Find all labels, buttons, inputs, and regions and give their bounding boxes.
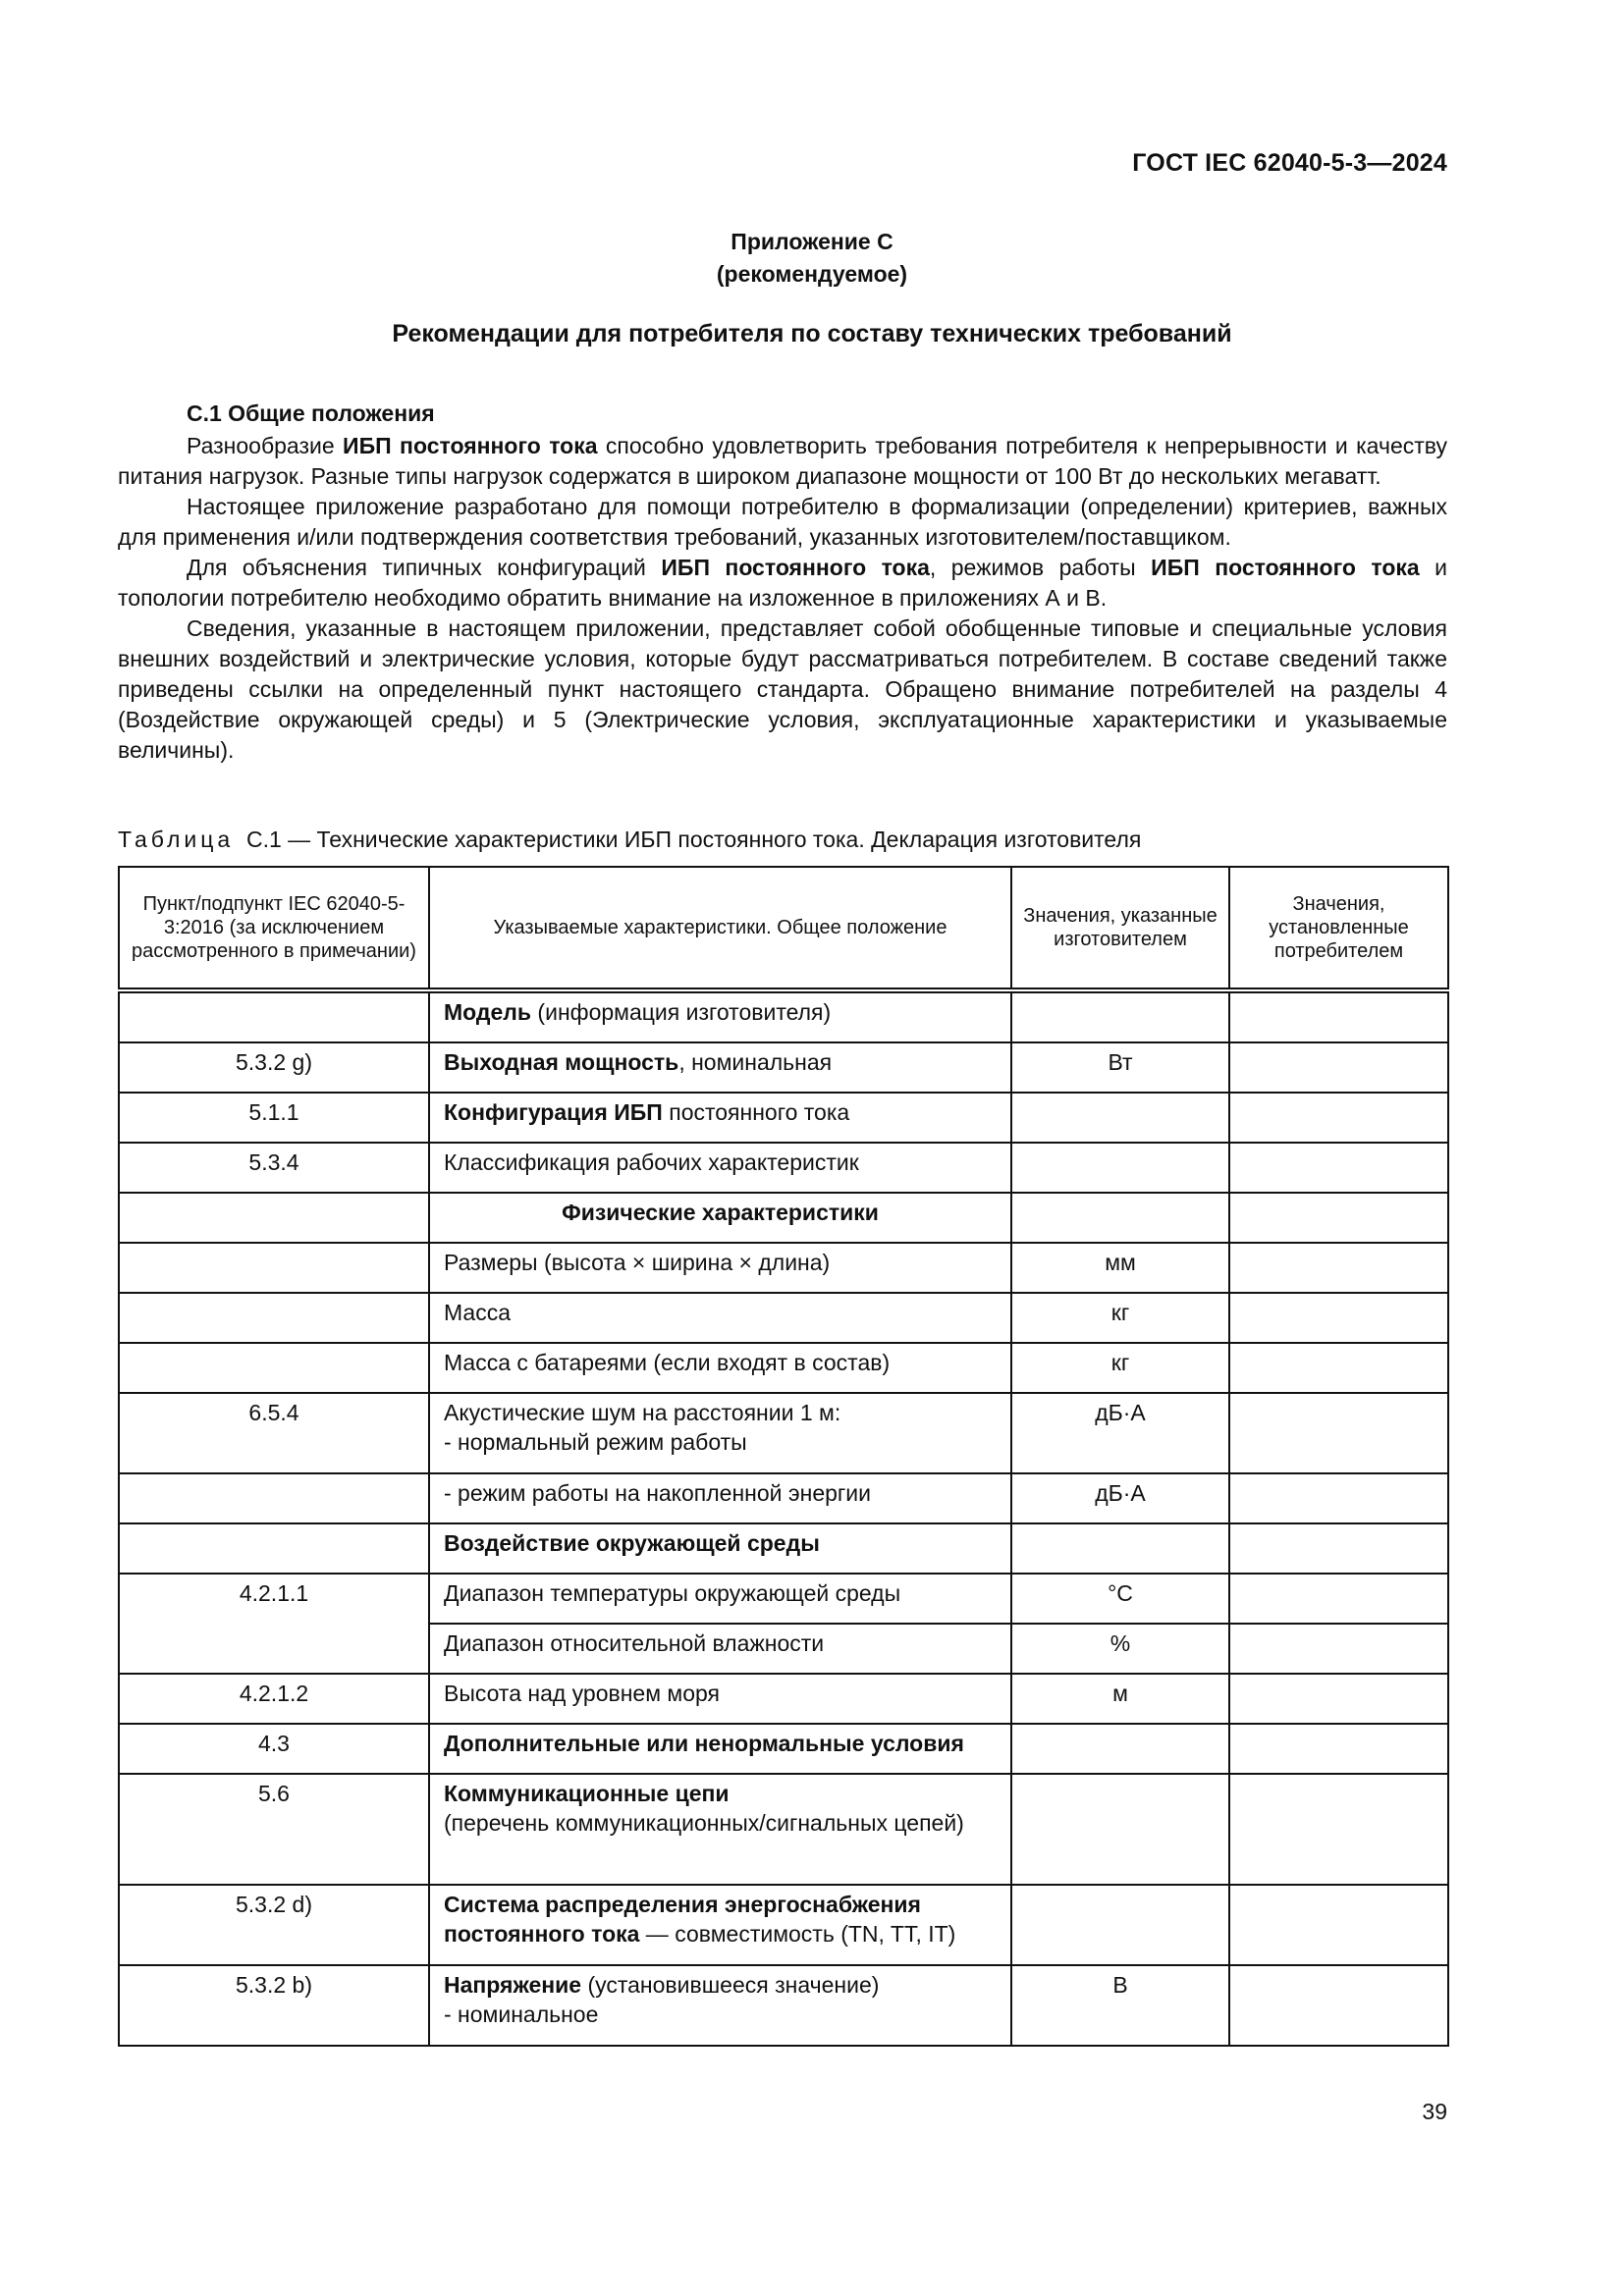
characteristic-line-1: Акустические шум на расстоянии 1 м: xyxy=(444,1400,841,1425)
appendix-title-block xyxy=(0,226,1624,291)
table-row xyxy=(119,1774,1448,1885)
cell-unit xyxy=(1011,1143,1229,1193)
characteristic-rest: , номинальная xyxy=(678,1049,833,1075)
cell-clause xyxy=(119,1293,429,1343)
cell-consumer xyxy=(1229,1293,1448,1343)
table-caption xyxy=(118,825,1141,854)
characteristic-line-2: - нормальный режим работы xyxy=(444,1429,747,1455)
cell-clause: 5.3.2 b) xyxy=(119,1965,429,2046)
table-row xyxy=(119,1574,1448,1624)
header-clause: Пункт/подпункт IEC 62040-5-3:2016 (за исключением рассмотренного в примечании) xyxy=(119,867,429,990)
cell-unit: В xyxy=(1011,1965,1229,2046)
cell-characteristic xyxy=(429,1885,1011,1965)
characteristic-bold: Напряжение xyxy=(444,1972,582,1998)
cell-unit: кг xyxy=(1011,1343,1229,1393)
paragraph-2: Настоящее приложение разработано для помощи потребителю в формализации (определении) критериев, важных для применения и/или подтверждения соответствия требований, указанных изготовителем/поставщиком. xyxy=(118,494,1447,550)
document-heading: Рекомендации для потребителя по составу технических требований xyxy=(392,320,1232,347)
cell-consumer xyxy=(1229,1343,1448,1393)
cell-characteristic xyxy=(429,1093,1011,1143)
cell-characteristic: - режим работы на накопленной энергии xyxy=(429,1473,1011,1523)
cell-unit: дБ·А xyxy=(1011,1393,1229,1473)
cell-consumer xyxy=(1229,1574,1448,1624)
header-consumer-values: Значения, установленные потребителем xyxy=(1229,867,1448,990)
cell-clause xyxy=(119,1473,429,1523)
cell-characteristic: Диапазон температуры окружающей среды xyxy=(429,1574,1011,1624)
characteristic-rest: (информация изготовителя) xyxy=(531,999,832,1025)
p3-bold-1: ИБП постоянного тока xyxy=(661,555,930,580)
cell-consumer xyxy=(1229,1965,1448,2046)
table-row xyxy=(119,1042,1448,1093)
cell-clause: 5.1.1 xyxy=(119,1093,429,1143)
cell-consumer xyxy=(1229,1042,1448,1093)
cell-characteristic: Высота над уровнем моря xyxy=(429,1674,1011,1724)
p3-mid: , режимов работы xyxy=(929,555,1152,580)
table-row xyxy=(119,1193,1448,1243)
cell-unit: кг xyxy=(1011,1293,1229,1343)
cell-characteristic xyxy=(429,990,1011,1042)
p3-post: и топологии потребителю необходимо обратить внимание на изложенное в приложениях А и В. xyxy=(118,555,1447,611)
cell-clause: 6.5.4 xyxy=(119,1393,429,1473)
cell-clause: 4.2.1.1 xyxy=(119,1574,429,1674)
appendix-title: Приложение С xyxy=(731,229,893,254)
table-row xyxy=(119,1885,1448,1965)
cell-consumer xyxy=(1229,1393,1448,1473)
cell-unit: мм xyxy=(1011,1243,1229,1293)
table-caption-text: С.1 — Технические характеристики ИБП постоянного тока. Декларация изготовителя xyxy=(245,827,1142,852)
p1-pre: Разнообразие xyxy=(187,433,344,458)
cell-characteristic: Масса с батареями (если входят в состав) xyxy=(429,1343,1011,1393)
characteristic-line-2: - номинальное xyxy=(444,2002,599,2027)
p1-bold: ИБП постоянного тока xyxy=(343,433,598,458)
table-row xyxy=(119,1093,1448,1143)
cell-unit: % xyxy=(1011,1624,1229,1674)
table-row xyxy=(119,1724,1448,1774)
section-title: С.1 Общие положения xyxy=(187,400,435,426)
cell-unit xyxy=(1011,1093,1229,1143)
table-row xyxy=(119,1473,1448,1523)
cell-characteristic: Дополнительные или ненормальные условия xyxy=(429,1724,1011,1774)
cell-clause xyxy=(119,1343,429,1393)
appendix-status: (рекомендуемое) xyxy=(716,261,908,287)
characteristic-bold: Система распределения энергоснабжения постоянного тока xyxy=(444,1892,921,1947)
cell-characteristic: Масса xyxy=(429,1293,1011,1343)
cell-clause xyxy=(119,990,429,1042)
cell-unit: Вт xyxy=(1011,1042,1229,1093)
cell-unit: дБ·А xyxy=(1011,1473,1229,1523)
cell-characteristic xyxy=(429,1393,1011,1473)
cell-consumer xyxy=(1229,1724,1448,1774)
cell-consumer xyxy=(1229,1674,1448,1724)
cell-unit: м xyxy=(1011,1674,1229,1724)
cell-unit: °С xyxy=(1011,1574,1229,1624)
table-row xyxy=(119,1243,1448,1293)
cell-clause: 4.3 xyxy=(119,1724,429,1774)
cell-section-heading: Физические характеристики xyxy=(429,1193,1011,1243)
cell-consumer xyxy=(1229,1885,1448,1965)
page-number: 39 xyxy=(1422,2099,1447,2124)
cell-consumer xyxy=(1229,990,1448,1042)
cell-section-heading: Воздействие окружающей среды xyxy=(429,1523,1011,1574)
cell-unit xyxy=(1011,1724,1229,1774)
cell-characteristic xyxy=(429,1042,1011,1093)
paragraph-4: Сведения, указанные в настоящем приложении, представляет собой обобщенные типовые и специальные условия внешних воздействий и электрические условия, которые будут рассматриваться потребителем. В составе сведений также приведены ссылки на определенный пункт настоящего стандарта. Обращено внимание потребителей на разделы 4 (Воздействие окружающей среды) и 5 (Электрические условия, эксплуатационные характеристики и указываемые величины). xyxy=(118,615,1447,763)
cell-unit xyxy=(1011,1523,1229,1574)
cell-clause xyxy=(119,1193,429,1243)
cell-clause: 5.3.2 g) xyxy=(119,1042,429,1093)
p3-pre: Для объяснения типичных конфигураций xyxy=(187,555,662,580)
table-row xyxy=(119,1523,1448,1574)
cell-consumer xyxy=(1229,1624,1448,1674)
standard-code: ГОСТ IEC 62040-5-3—2024 xyxy=(1132,149,1447,177)
cell-characteristic xyxy=(429,1774,1011,1885)
characteristic-rest: постоянного тока xyxy=(662,1099,850,1125)
cell-clause: 5.3.4 xyxy=(119,1143,429,1193)
table-row xyxy=(119,1293,1448,1343)
cell-consumer xyxy=(1229,1774,1448,1885)
cell-unit xyxy=(1011,1774,1229,1885)
header-characteristic: Указываемые характеристики. Общее положение xyxy=(429,867,1011,990)
table-caption-label: Таблица xyxy=(118,827,235,852)
cell-characteristic xyxy=(429,1965,1011,2046)
cell-unit xyxy=(1011,1193,1229,1243)
cell-consumer xyxy=(1229,1473,1448,1523)
cell-clause xyxy=(119,1523,429,1574)
cell-unit xyxy=(1011,990,1229,1042)
cell-consumer xyxy=(1229,1243,1448,1293)
p3-bold-2: ИБП постоянного тока xyxy=(1151,555,1420,580)
table-row xyxy=(119,1965,1448,2046)
cell-consumer xyxy=(1229,1193,1448,1243)
cell-consumer xyxy=(1229,1143,1448,1193)
characteristic-rest: — совместимость (TN, TT, IT) xyxy=(639,1921,956,1947)
characteristic-bold: Конфигурация ИБП xyxy=(444,1099,663,1125)
paragraph-3 xyxy=(118,553,1447,614)
header-manufacturer-values: Значения, указанные изготовителем xyxy=(1011,867,1229,990)
characteristic-bold: Выходная мощность xyxy=(444,1049,679,1075)
table-header-row xyxy=(119,867,1448,990)
table-row xyxy=(119,1393,1448,1473)
cell-unit xyxy=(1011,1885,1229,1965)
cell-clause: 5.6 xyxy=(119,1774,429,1885)
cell-characteristic: Классификация рабочих характеристик xyxy=(429,1143,1011,1193)
characteristic-rest: (установившееся значение) xyxy=(581,1972,880,1998)
section-c1 xyxy=(118,399,1447,766)
cell-characteristic: Диапазон относительной влажности xyxy=(429,1624,1011,1674)
characteristic-bold: Модель xyxy=(444,999,532,1025)
p1-post: способно удовлетворить требования потребителя к непрерывности и качеству питания нагрузок. Разные типы нагрузок содержатся в широком диапазоне мощности от 100 Вт до нескольких мегаватт. xyxy=(118,433,1447,489)
table-row xyxy=(119,1143,1448,1193)
cell-clause xyxy=(119,1243,429,1293)
table-row xyxy=(119,1674,1448,1724)
cell-clause: 4.2.1.2 xyxy=(119,1674,429,1724)
characteristic-rest: (перечень коммуникационных/сигнальных цепей) xyxy=(444,1810,964,1836)
specification-table xyxy=(118,866,1449,2047)
paragraph-1 xyxy=(118,431,1447,492)
characteristic-bold: Коммуникационные цепи xyxy=(444,1781,730,1806)
cell-consumer xyxy=(1229,1523,1448,1574)
cell-clause: 5.3.2 d) xyxy=(119,1885,429,1965)
table-row xyxy=(119,1343,1448,1393)
cell-consumer xyxy=(1229,1093,1448,1143)
cell-characteristic: Размеры (высота × ширина × длина) xyxy=(429,1243,1011,1293)
table-row xyxy=(119,990,1448,1042)
